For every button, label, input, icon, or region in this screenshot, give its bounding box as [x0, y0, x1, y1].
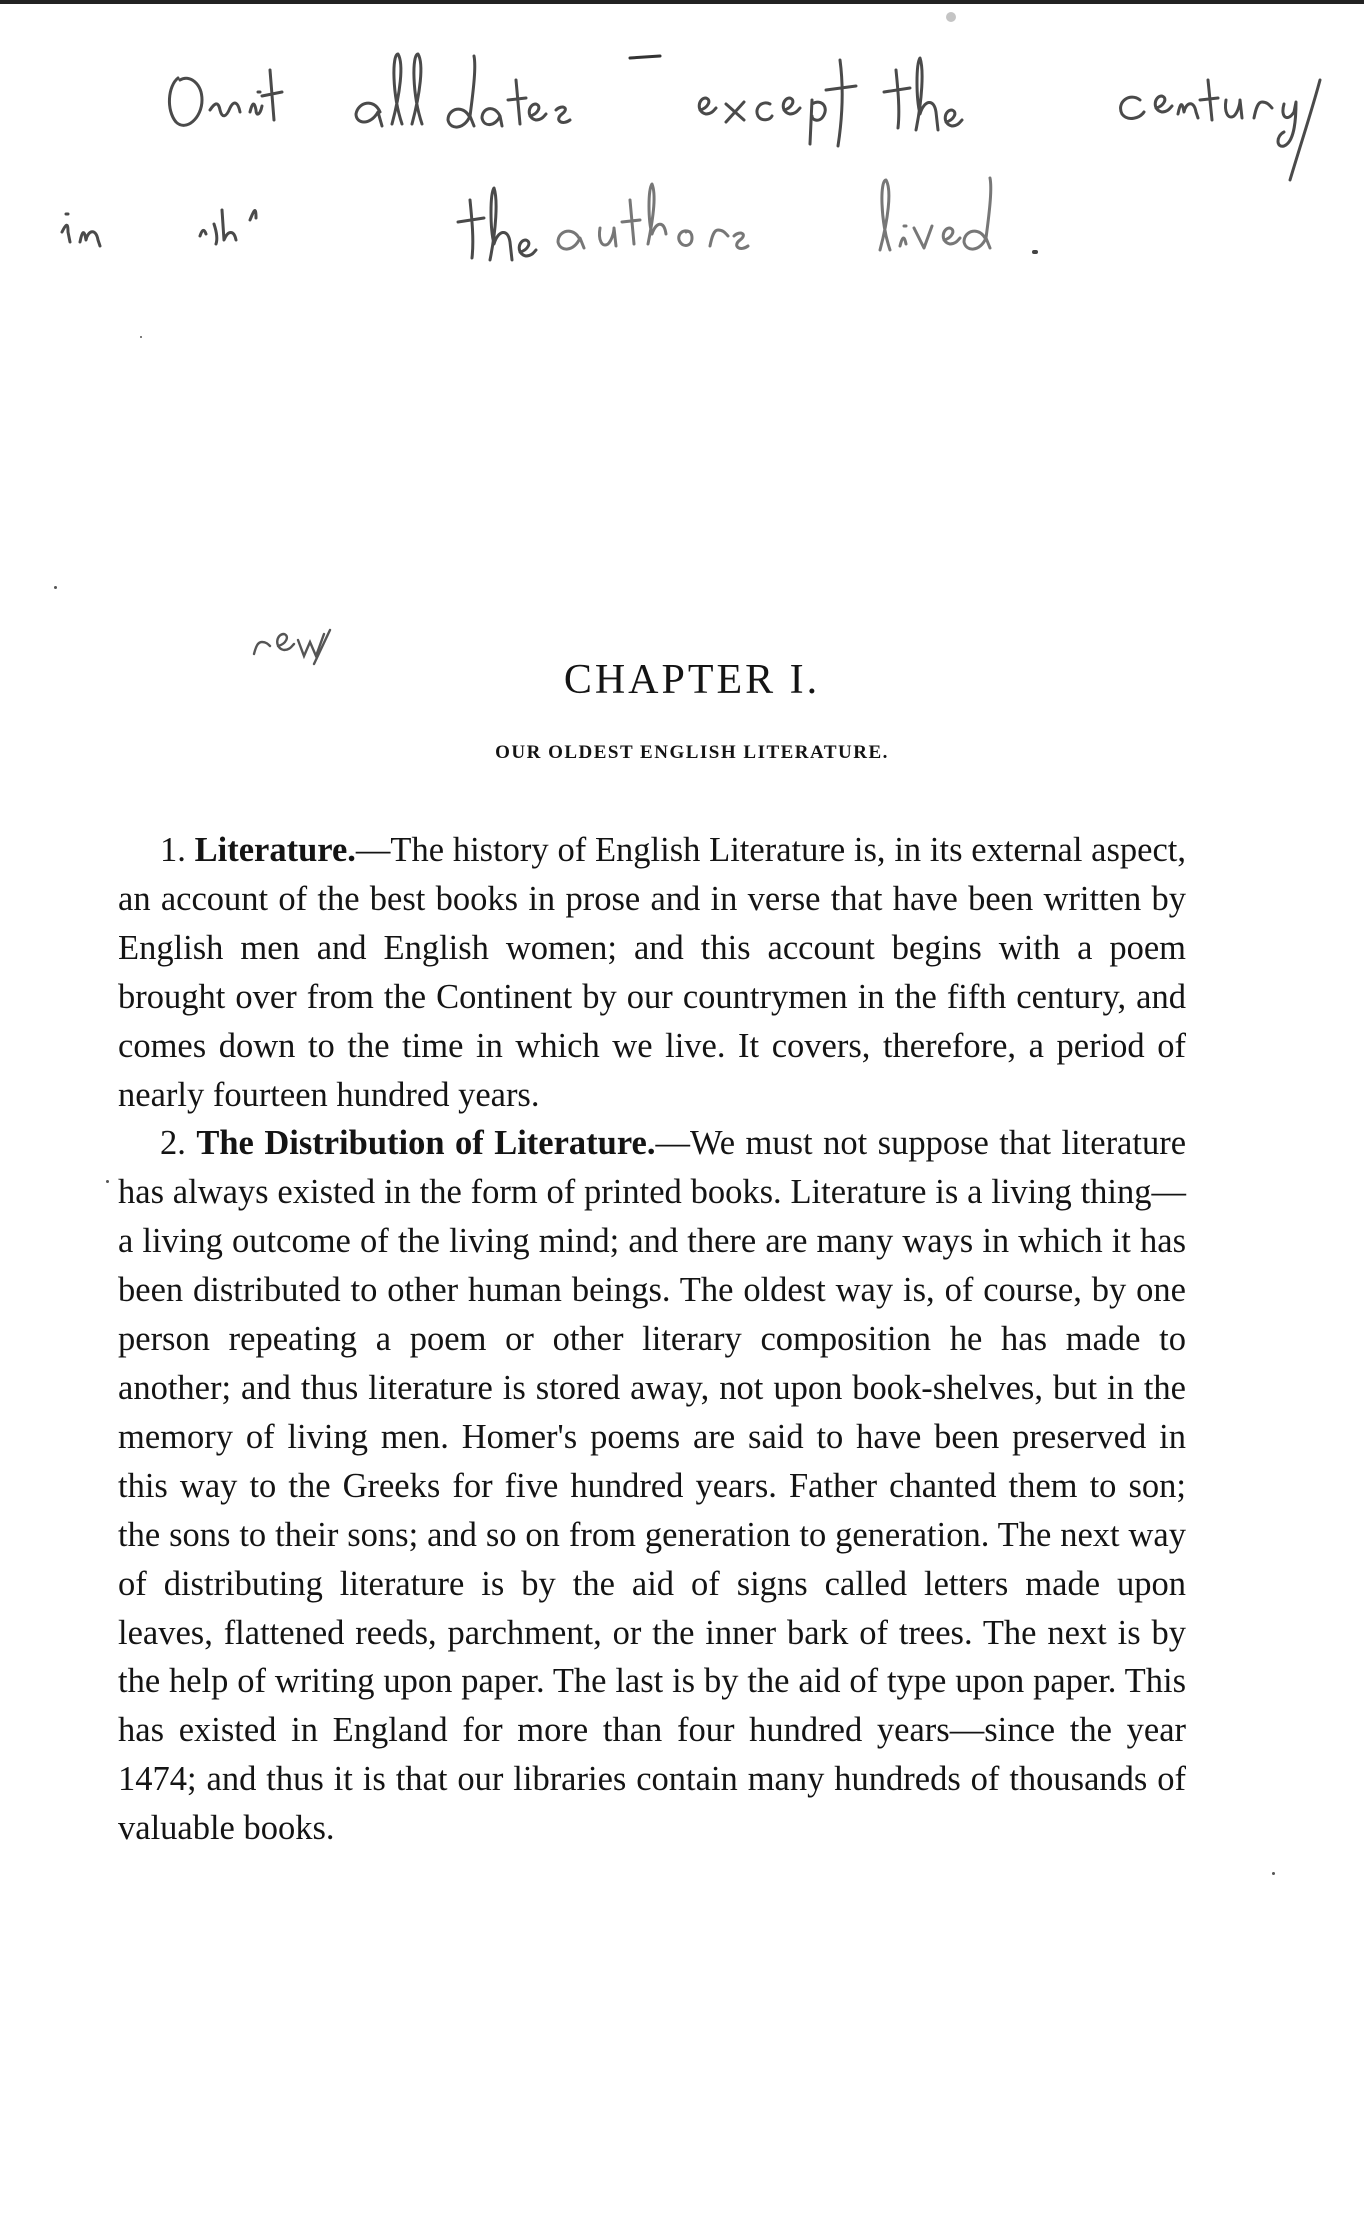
- section-heading: Literature.: [194, 831, 356, 869]
- chapter-subtitle: OUR OLDEST ENGLISH LITERATURE.: [495, 742, 889, 763]
- section-number: 1.: [160, 831, 186, 869]
- handwritten-annotation: [0, 0, 1364, 300]
- scan-speck: [106, 1180, 109, 1183]
- section-literature: [118, 826, 1186, 1119]
- scan-speck: [1272, 1872, 1275, 1875]
- body-text: [118, 826, 1186, 1853]
- section-distribution: [118, 1119, 1186, 1853]
- section-number: 2.: [160, 1124, 186, 1163]
- chapter-title: CHAPTER I.: [563, 657, 821, 704]
- section-text: —We must not suppose that literature has always existed in the form of printed books. Literature is a living thing—a living outcome of the living mind; and there are many ways in which it has been distributed to other human beings. The oldest way is, of course, by one person repeating a poem or other literary composition he has made to another; and thus literature is stored away, not upon book-shelves, but in the memory of living men. Homer's poems are said to have been preserved in this way to the Greeks for five hundred years. Father chanted them to son; the sons to their sons; and so on from generation to generation. The next way of distributing literature is by the aid of signs called letters made upon leaves, flattened reeds, parchment, or the inner bark of trees. The next is by the help of writing upon paper. The last is by the aid of type upon paper. This has existed in England for more than four hundred years—since the year 1474; and thus it is that our libraries contain many hundreds of thousands of valuable books.: [118, 1124, 1187, 1848]
- scan-speck: [946, 12, 956, 22]
- scan-speck: [140, 336, 142, 338]
- section-text: —The history of English Literature is, in its external aspect, an account of the best books in prose and in verse that have been written by English men and English women; and this account begins with a poem brought over from the Continent by our countrymen in the fifth century, and comes down to the time in which we live. It covers, therefore, a period of nearly fourteen hundred years.: [118, 831, 1186, 1114]
- section-heading: The Distribution of Literature.: [196, 1124, 656, 1163]
- scan-speck: [54, 586, 57, 589]
